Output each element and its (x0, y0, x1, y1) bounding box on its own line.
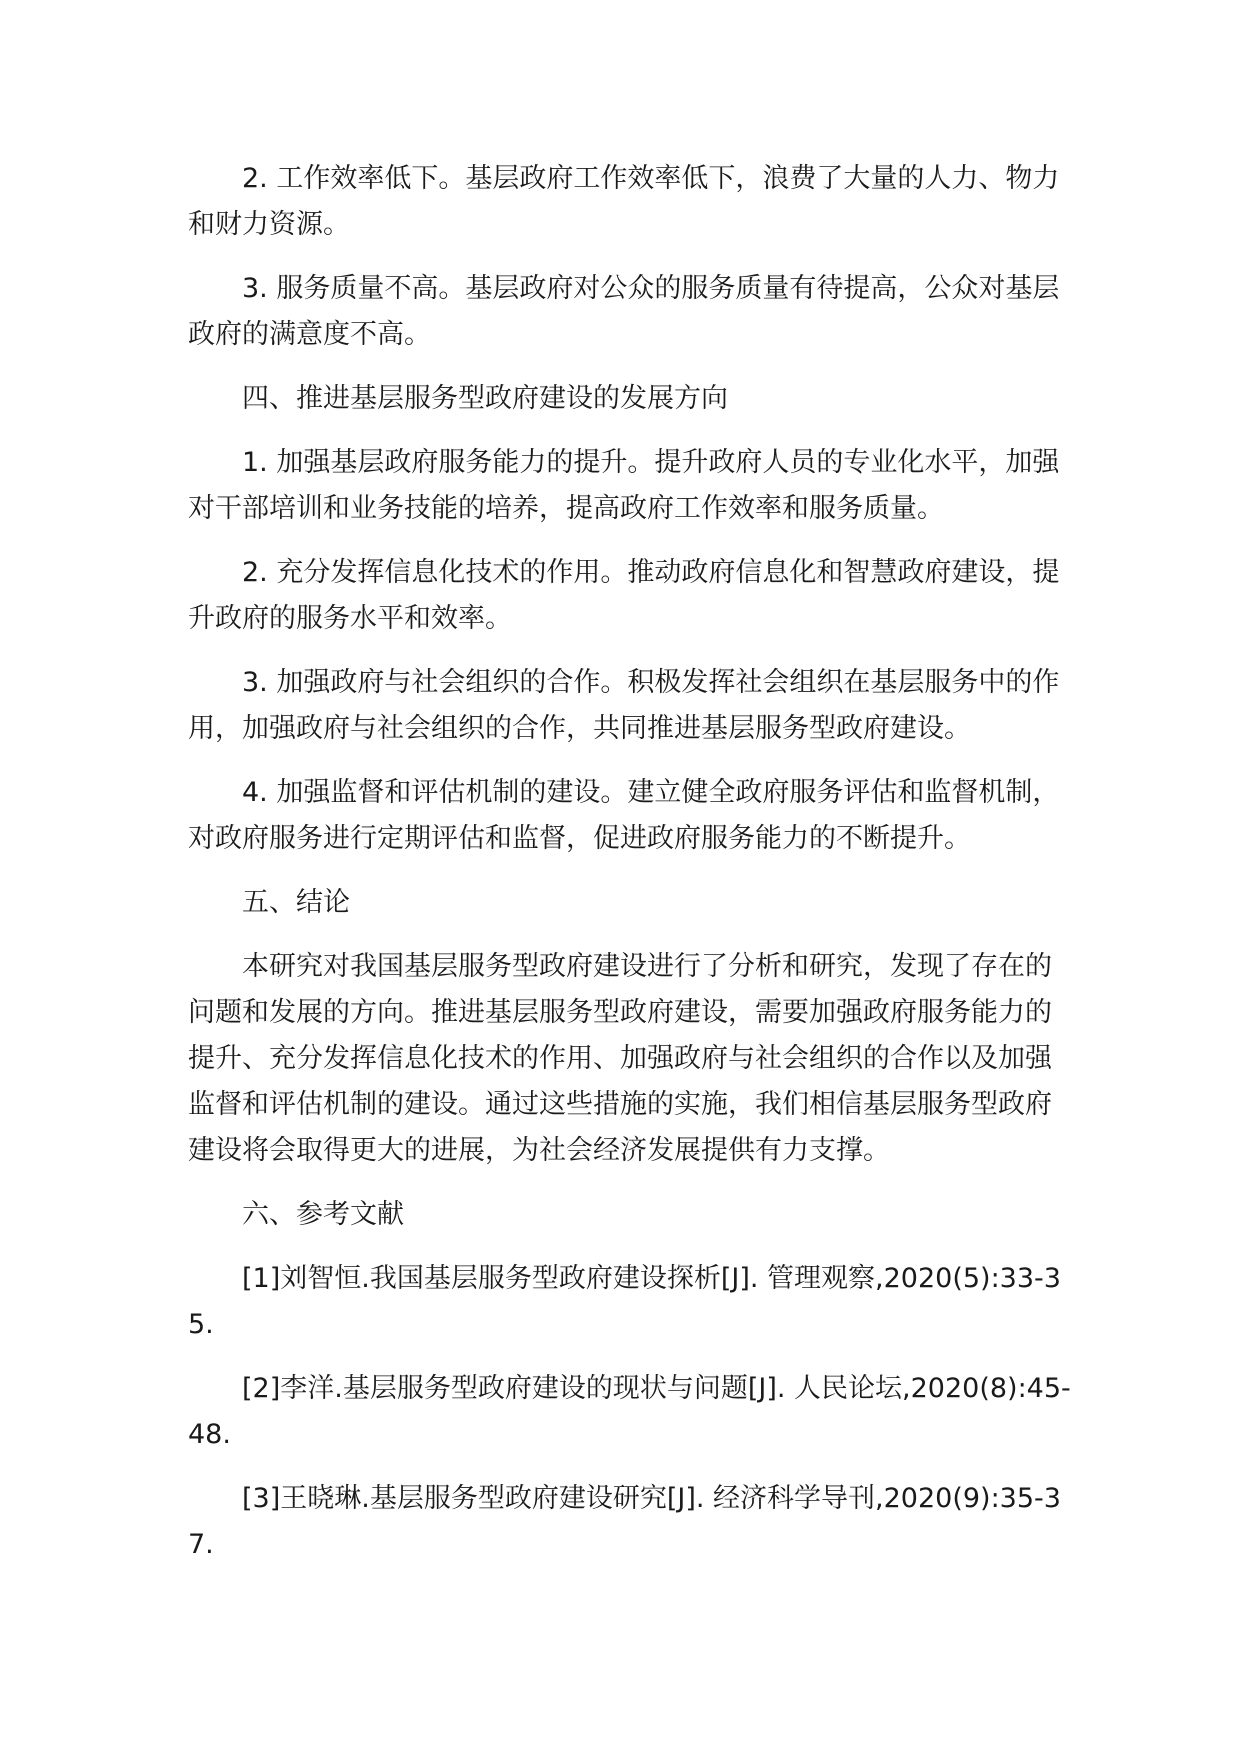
reference-item-3: [3]王晓琳.基层服务型政府建设研究[J]. 经济科学导刊,2020(9):35-37. (188, 1483, 1061, 1560)
paragraph-informatization: 2. 充分发挥信息化技术的作用。推动政府信息化和智慧政府建设，提升政府的服务水平和效率。 (188, 557, 1060, 634)
paragraph-efficiency: 2. 工作效率低下。基层政府工作效率低下，浪费了大量的人力、物力和财力资源。 (188, 163, 1060, 240)
paragraph-cooperation: 3. 加强政府与社会组织的合作。积极发挥社会组织在基层服务中的作用，加强政府与社会组织的合作，共同推进基层服务型政府建设。 (188, 667, 1060, 744)
section-heading-conclusion: 五、结论 (242, 887, 350, 918)
paragraph-service-quality: 3. 服务质量不高。基层政府对公众的服务质量有待提高，公众对基层政府的满意度不高。 (188, 273, 1060, 350)
paragraph-supervision: 4. 加强监督和评估机制的建设。建立健全政府服务评估和监督机制，对政府服务进行定期评估和监督，促进政府服务能力的不断提升。 (188, 777, 1060, 854)
paragraph-capacity: 1. 加强基层政府服务能力的提升。提升政府人员的专业化水平，加强对干部培训和业务技能的培养，提高政府工作效率和服务质量。 (188, 447, 1060, 524)
reference-item-1: [1]刘智恒.我国基层服务型政府建设探析[J]. 管理观察,2020(5):33-35. (188, 1263, 1061, 1340)
paragraph-conclusion: 本研究对我国基层服务型政府建设进行了分析和研究，发现了存在的问题和发展的方向。推进基层服务型政府建设，需要加强政府服务能力的提升、充分发挥信息化技术的作用、加强政府与社会组织的合作以及加强监督和评估机制的建设。通过这些措施的实施，我们相信基层服务型政府建设将会取得更大的进展，为社会经济发展提供有力支撑。 (188, 951, 1052, 1166)
reference-item-2: [2]李洋.基层服务型政府建设的现状与问题[J]. 人民论坛,2020(8):45-48. (188, 1373, 1071, 1450)
section-heading-references: 六、参考文献 (242, 1199, 404, 1230)
section-heading-development-direction: 四、推进基层服务型政府建设的发展方向 (242, 383, 728, 414)
document-body (188, 156, 1076, 1586)
